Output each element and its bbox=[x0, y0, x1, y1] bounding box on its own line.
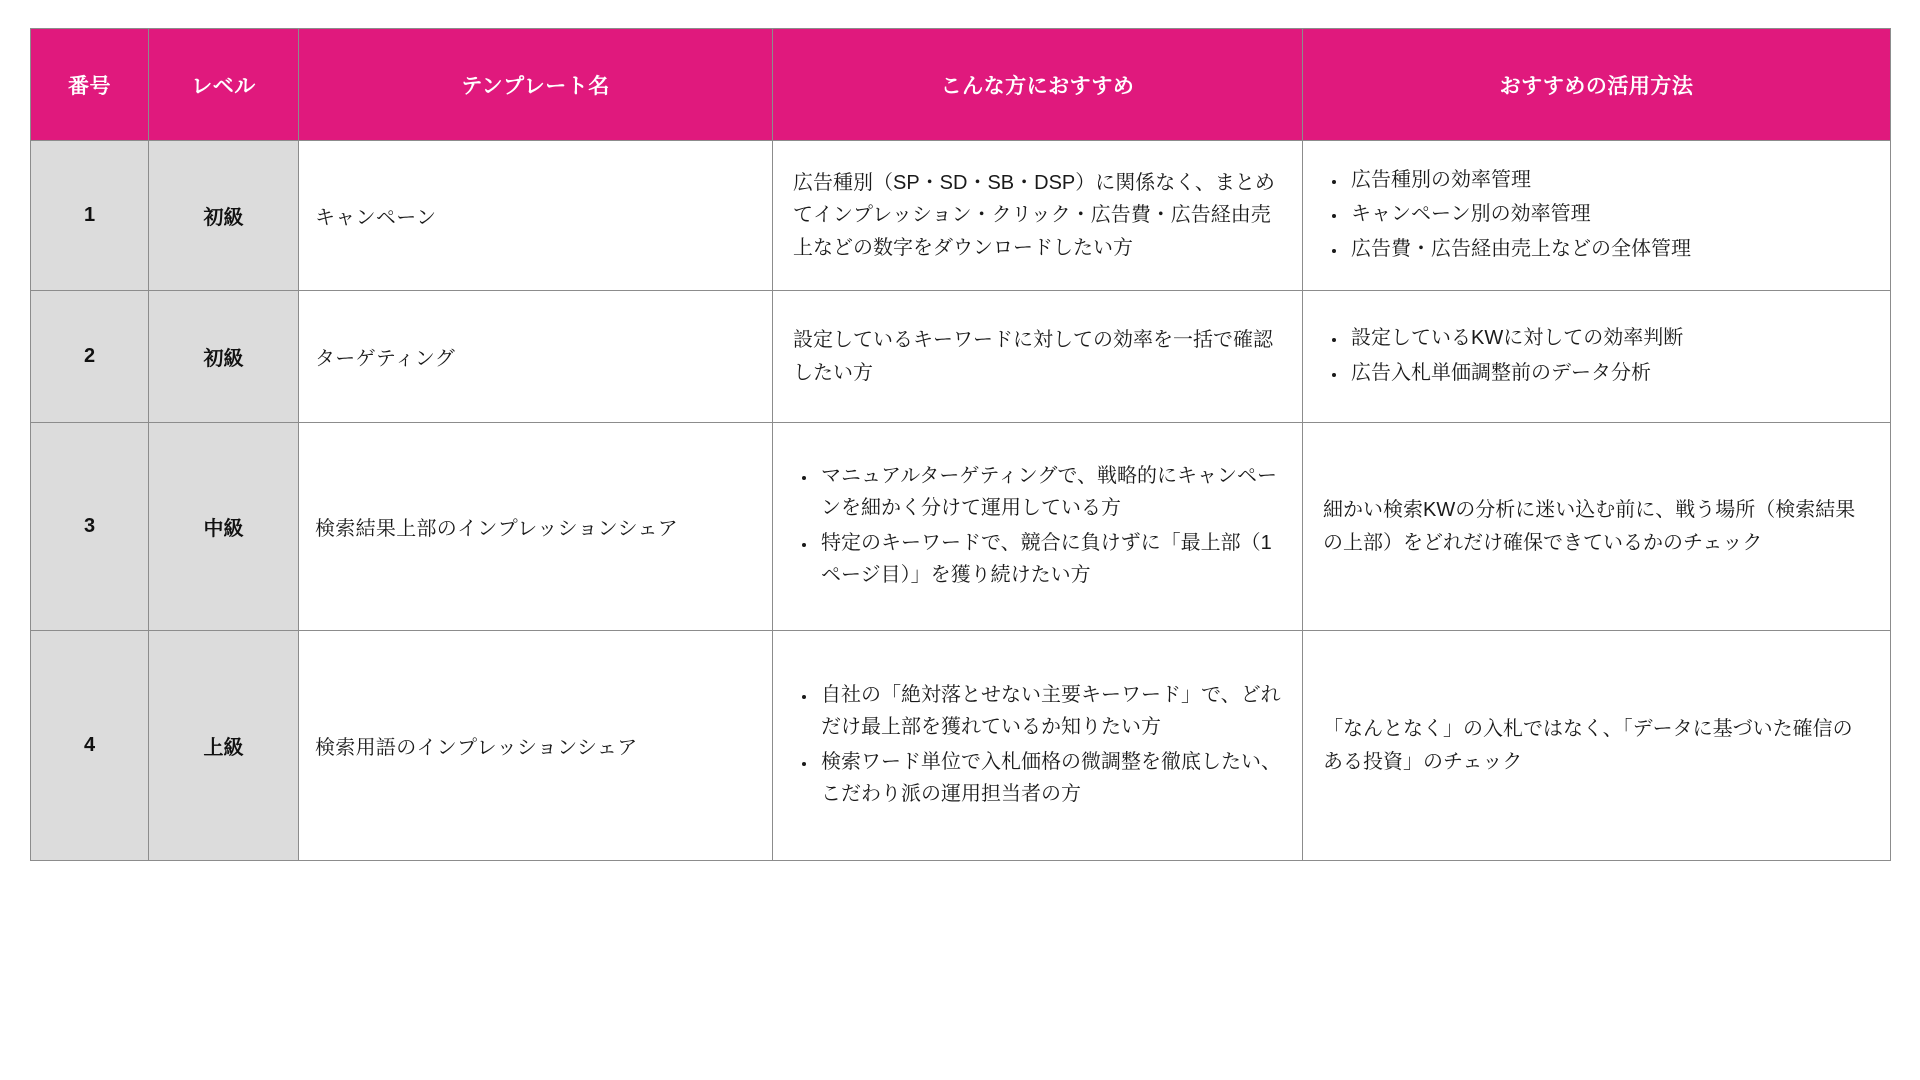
list-item: • 広告入札単価調整前のデータ分析 bbox=[1347, 357, 1872, 389]
table-header bbox=[31, 29, 1891, 141]
row-level: 初級 bbox=[149, 141, 299, 291]
column-header-audience: こんな方におすすめ bbox=[773, 29, 1303, 141]
table-row bbox=[31, 141, 1891, 291]
column-header-level: レベル bbox=[149, 29, 299, 141]
table-row bbox=[31, 291, 1891, 423]
row-audience bbox=[773, 141, 1303, 291]
row-level: 中級 bbox=[149, 423, 299, 631]
list-item: • キャンペーン別の効率管理 bbox=[1347, 198, 1872, 230]
row-audience bbox=[773, 423, 1303, 631]
column-header-no: 番号 bbox=[31, 29, 149, 141]
table-body bbox=[31, 141, 1891, 861]
list-item: • 広告費・広告経由売上などの全体管理 bbox=[1347, 233, 1872, 265]
row-number: 1 bbox=[31, 141, 149, 291]
audience-list bbox=[791, 679, 1284, 811]
usage-text: 細かい検索KWの分析に迷い込む前に、戦う場所（検索結果の上部）をどれだけ確保できているかのチェック bbox=[1323, 499, 1856, 554]
column-header-template-name: テンプレート名 bbox=[299, 29, 773, 141]
row-template-name: ターゲティング bbox=[299, 291, 773, 423]
table-row bbox=[31, 631, 1891, 861]
column-header-usage: おすすめの活用方法 bbox=[1303, 29, 1891, 141]
row-template-name: 検索結果上部のインプレッションシェア bbox=[299, 423, 773, 631]
row-audience bbox=[773, 291, 1303, 423]
row-level: 上級 bbox=[149, 631, 299, 861]
list-item: • マニュアルターゲティングで、戦略的にキャンペーンを細かく分けて運用している方 bbox=[817, 460, 1284, 525]
row-template-name: キャンペーン bbox=[299, 141, 773, 291]
audience-text: 設定しているキーワードに対しての効率を一括で確認したい方 bbox=[793, 329, 1273, 384]
row-usage bbox=[1303, 291, 1891, 423]
row-usage bbox=[1303, 423, 1891, 631]
row-usage bbox=[1303, 141, 1891, 291]
row-template-name: 検索用語のインプレッションシェア bbox=[299, 631, 773, 861]
table-row bbox=[31, 423, 1891, 631]
audience-text: 広告種別（SP・SD・SB・DSP）に関係なく、まとめてインプレッション・クリック・広告費・広告経由売上などの数字をダウンロードしたい方 bbox=[793, 171, 1275, 259]
row-level: 初級 bbox=[149, 291, 299, 423]
list-item: • 特定のキーワードで、競合に負けずに「最上部（1ページ目）」を獲り続けたい方 bbox=[817, 527, 1284, 592]
table-header-row bbox=[31, 29, 1891, 141]
row-number: 4 bbox=[31, 631, 149, 861]
list-item: • 検索ワード単位で入札価格の微調整を徹底したい、こだわり派の運用担当者の方 bbox=[817, 746, 1284, 811]
list-item: • 自社の「絶対落とせない主要キーワード」で、どれだけ最上部を獲れているか知りたい方 bbox=[817, 679, 1284, 744]
row-number: 3 bbox=[31, 423, 149, 631]
usage-list bbox=[1321, 322, 1872, 389]
list-item: • 設定しているKWに対しての効率判断 bbox=[1347, 322, 1872, 354]
template-recommendation-table bbox=[30, 28, 1891, 861]
row-audience bbox=[773, 631, 1303, 861]
usage-list bbox=[1321, 164, 1872, 265]
audience-list bbox=[791, 460, 1284, 592]
list-item: • 広告種別の効率管理 bbox=[1347, 164, 1872, 196]
row-number: 2 bbox=[31, 291, 149, 423]
row-usage bbox=[1303, 631, 1891, 861]
usage-text: 「なんとなく」の入札ではなく、「データに基づいた確信のある投資」のチェック bbox=[1323, 718, 1853, 773]
